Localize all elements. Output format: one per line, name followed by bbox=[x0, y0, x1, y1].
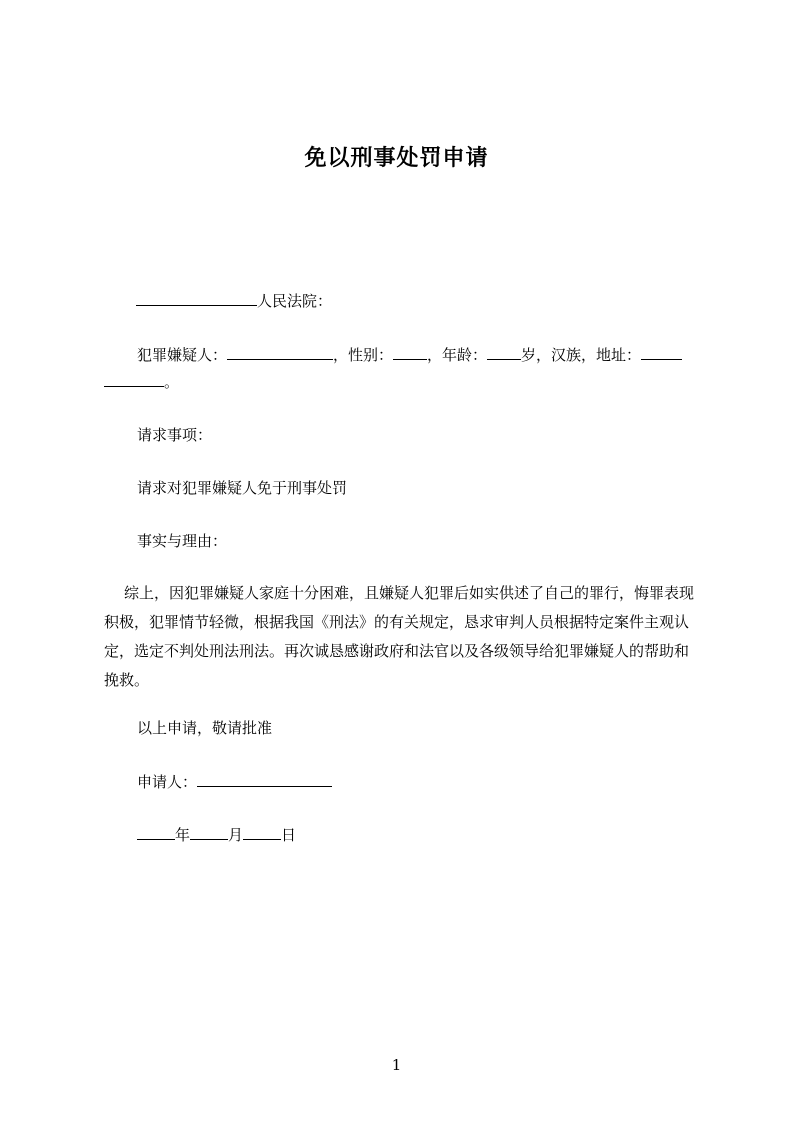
request-body: 请求对犯罪嫌疑人免于刑事处罚 bbox=[137, 479, 348, 497]
suspect-line-cont bbox=[104, 372, 179, 392]
year-blank bbox=[137, 825, 175, 840]
address-blank-2 bbox=[104, 372, 164, 387]
age-label: ，年龄： bbox=[427, 346, 488, 364]
court-line bbox=[136, 291, 332, 311]
month-blank bbox=[190, 825, 228, 840]
suspect-label: 犯罪嫌疑人： bbox=[137, 346, 228, 364]
gender-blank bbox=[393, 345, 427, 360]
court-suffix: 人民法院： bbox=[257, 292, 333, 310]
page-number: 1 bbox=[391, 1056, 402, 1074]
gender-label: ，性别： bbox=[333, 346, 394, 364]
day-label: 日 bbox=[281, 826, 297, 844]
applicant-blank bbox=[197, 772, 332, 787]
day-blank bbox=[243, 825, 281, 840]
age-blank bbox=[487, 345, 521, 360]
month-label: 月 bbox=[228, 826, 244, 844]
applicant-line bbox=[137, 772, 332, 792]
closing-statement: 以上申请，敬请批准 bbox=[137, 719, 273, 737]
suspect-line bbox=[137, 345, 682, 365]
facts-heading: 事实与理由： bbox=[137, 532, 228, 550]
age-ethnicity-address-label: 岁，汉族，地址： bbox=[521, 346, 642, 364]
court-name-blank bbox=[136, 291, 257, 306]
request-heading: 请求事项： bbox=[137, 426, 213, 444]
year-label: 年 bbox=[175, 826, 191, 844]
applicant-label: 申请人： bbox=[137, 773, 198, 791]
document-title: 免以刑事处罚申请 bbox=[304, 146, 489, 171]
date-line bbox=[137, 825, 296, 845]
suspect-end-mark: 。 bbox=[164, 373, 180, 391]
address-blank-1 bbox=[641, 345, 682, 360]
suspect-name-blank bbox=[227, 345, 333, 360]
facts-body: 综上，因犯罪嫌疑人家庭十分困难，且嫌疑人犯罪后如实供述了自己的罪行，悔罪表现积极，犯罪情节轻微，根据我国《刑法》的有关规定，恳求审判人员根据特定案件主观认定，选定不判处刑法刑法。再次诚恳感谢政府和法官以及各级领导给犯罪嫌疑人的帮助和挽救。 bbox=[104, 584, 695, 689]
